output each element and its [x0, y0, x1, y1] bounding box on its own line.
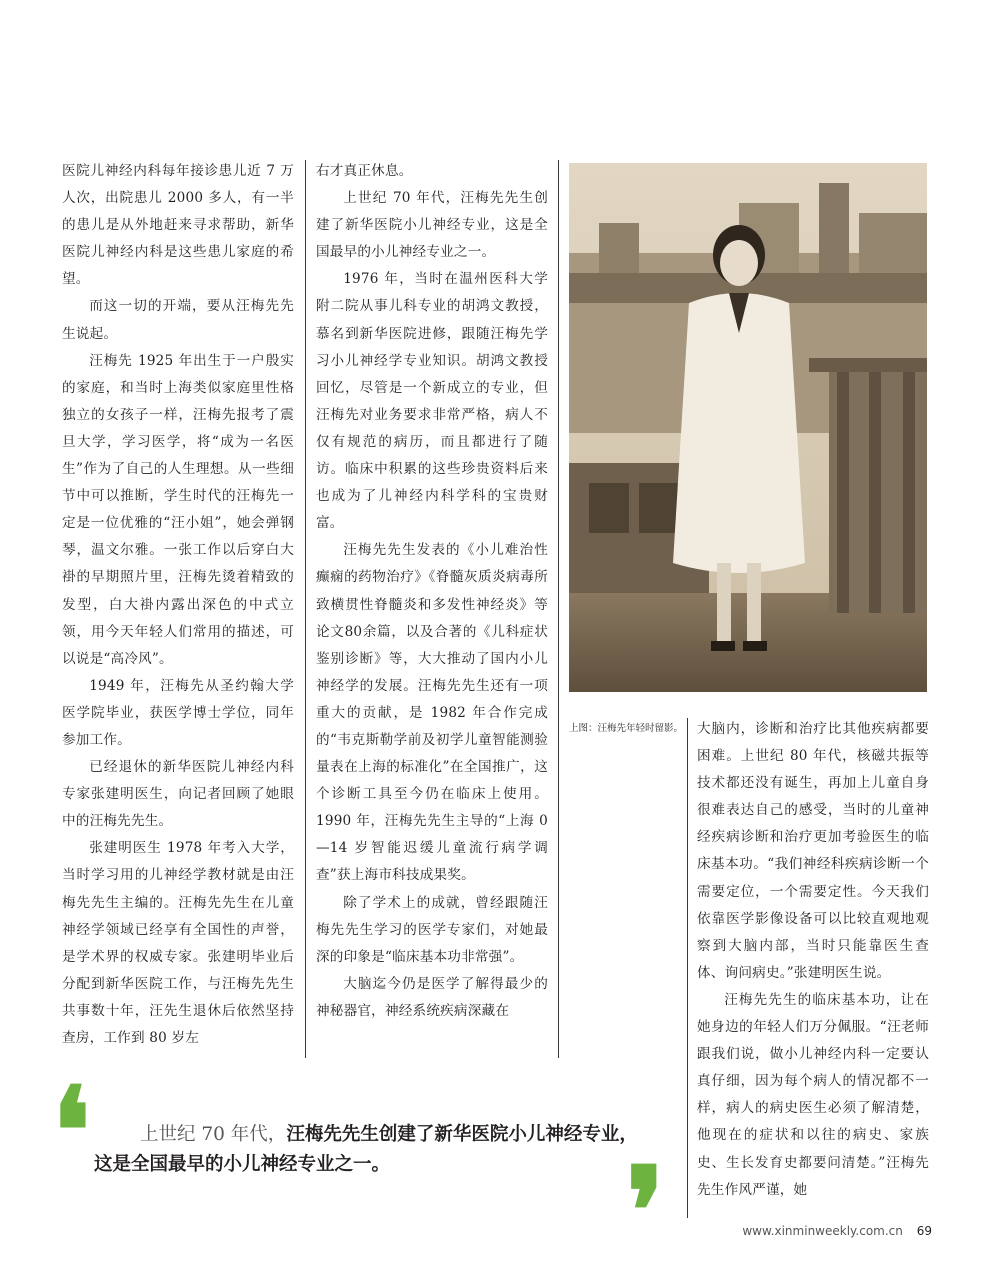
article-column-2 — [316, 158, 548, 1025]
pull-quote-lead: 上世纪 70 年代， — [140, 1124, 287, 1145]
pull-quote-text: 汪梅先先生创建了新华医院小儿神经专业， — [286, 1124, 638, 1145]
paragraph: 医院儿神经内科每年接诊患儿近 7 万人次，出院患儿 2000 多人，有一半的患儿是从外地赶来寻求帮助，新华医院儿神经内科是这些患儿家庭的希望。 — [62, 163, 294, 288]
paragraph: 除了学术上的成就，曾经跟随汪梅先先生学习的医学专家们，对她最深的印象是“临床基本功非常强”。 — [316, 894, 548, 965]
portrait-photo — [569, 163, 927, 692]
close-quote-icon: ❜ — [626, 1141, 665, 1282]
pull-quote-text: 这是全国最早的小儿神经专业之一。 — [94, 1154, 391, 1175]
paragraph: 上世纪 70 年代，汪梅先先生创建了新华医院小儿神经专业，这是全国最早的小儿神经专业之一。 — [316, 190, 548, 261]
footer-url: www.xinminweekly.com.cn — [742, 1224, 903, 1238]
paragraph: 汪梅先先生发表的《小儿难治性癫痫的药物治疗》《脊髓灰质炎病毒所致横贯性脊髓炎和多发性神经炎》等论文80余篇，以及合著的《儿科症状鉴别诊断》等，大大推动了国内小儿神经学的发展。汪梅先先生还有一项重大的贡献，是 1982 年合作完成的“韦克斯勒学前及初学儿童智能测验量表在上海的标准化”在全国推广，这个诊断工具至今仍在临床上使用。1990 年，汪梅先先生主导的“上海 0—14 岁智能迟缓儿童流行病学调查”获上海市科技成果奖。 — [316, 542, 548, 884]
page-footer — [742, 1224, 932, 1238]
open-quote-icon: ❛ — [52, 1061, 91, 1202]
paragraph: 已经退休的新华医院儿神经内科专家张建明医生，向记者回顾了她眼中的汪梅先先生。 — [62, 759, 294, 830]
paragraph: 而这一切的开端，要从汪梅先先生说起。 — [62, 298, 294, 342]
paragraph: 1949 年，汪梅先从圣约翰大学医学院毕业，获医学博士学位，同年参加工作。 — [62, 677, 294, 748]
pull-quote — [74, 1120, 654, 1180]
paragraph: 大脑迄今仍是医学了解得最少的神秘器官，神经系统疾病深藏在 — [316, 975, 548, 1019]
column-divider — [305, 160, 306, 1058]
paragraph: 右才真正休息。 — [316, 163, 413, 179]
paragraph: 大脑内，诊断和治疗比其他疾病都要困难。上世纪 80 年代，核磁共振等技术都还没有诞生，再加上儿童自身很难表达自己的感受，当时的儿童神经疾病诊断和治疗更加考验医生的临床基本功。“我们神经科疾病诊断一个需要定位，一个需要定性。今天我们依靠医学影像设备可以比较直观地观察到大脑内部，当时只能靠医生查体、询问病史。”张建明医生说。 — [697, 721, 929, 981]
column-divider — [558, 160, 559, 1058]
page-number: 69 — [916, 1224, 932, 1238]
paragraph: 汪梅先先生的临床基本功，让在她身边的年轻人们万分佩服。“汪老师跟我们说，做小儿神经内科一定要认真仔细，因为每个病人的情况都不一样，病人的病史医生必须了解清楚，他现在的症状和以往的病史、家族史、生长发育史都要问清楚。”汪梅先先生作风严谨，她 — [697, 991, 929, 1198]
paragraph: 张建明医生 1978 年考入大学，当时学习用的儿神经学教材就是由汪梅先先生主编的。汪梅先先生在儿童神经学领域已经享有全国性的声誉，是学术界的权威专家。张建明毕业后分配到新华医院工作，与汪梅先先生共事数十年，汪先生退休后依然坚持查房，工作到 80 岁左 — [62, 840, 294, 1046]
paragraph: 汪梅先 1925 年出生于一户殷实的家庭，和当时上海类似家庭里性格独立的女孩子一样，汪梅先报考了震旦大学，学习医学，将“成为一名医生”作为了自己的人生理想。从一些细节中可以推断，学生时代的汪梅先一定是一位优雅的“汪小姐”，她会弹钢琴，温文尔雅。一张工作以后穿白大褂的早期照片里，汪梅先烫着精致的发型，白大褂内露出深色的中式立领，用今天年轻人们常用的描述，可以说是“高冷风”。 — [62, 352, 294, 667]
column-divider — [687, 718, 688, 1218]
article-column-3 — [697, 716, 929, 1204]
paragraph: 1976 年，当时在温州医科大学附二院从事儿科专业的胡鸿文教授，慕名到新华医院进修，跟随汪梅先学习小儿神经学专业知识。胡鸿文教授回忆，尽管是一个新成立的专业，但汪梅先对业务要求非常严格，病人不仅有规范的病历，而且都进行了随访。临床中积累的这些珍贵资料后来也成为了儿神经内科学科的宝贵财富。 — [316, 271, 548, 532]
photo-caption: 上图：汪梅先年轻时留影。 — [569, 723, 684, 734]
article-column-1 — [62, 158, 294, 1052]
